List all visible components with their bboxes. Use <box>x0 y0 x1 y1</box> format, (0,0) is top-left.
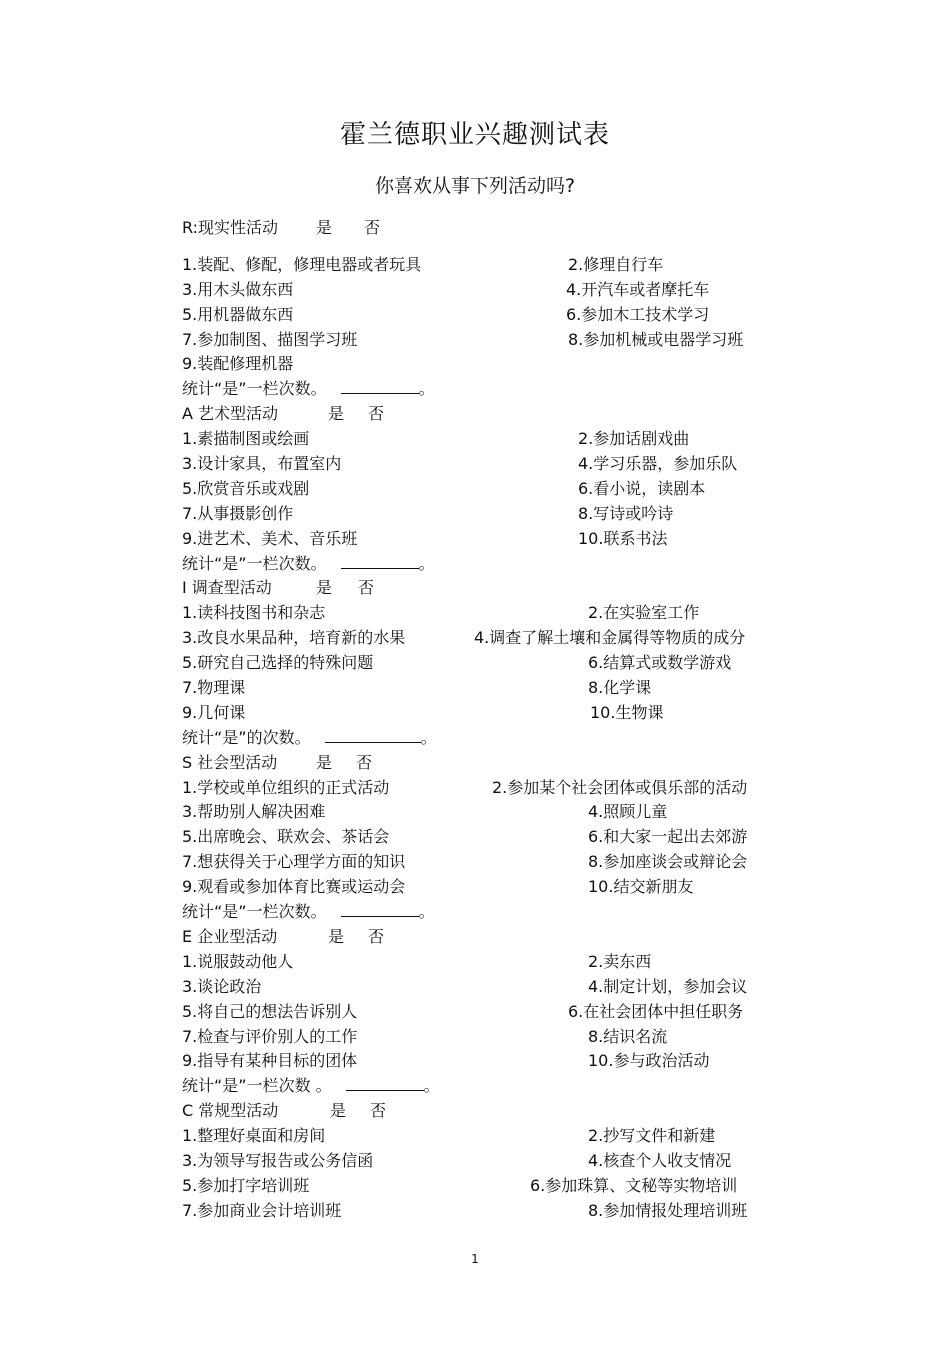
list-item <box>182 975 802 1000</box>
list-item <box>182 776 802 801</box>
list-item <box>182 601 802 626</box>
list-item <box>182 1124 802 1149</box>
section-header <box>182 1099 802 1124</box>
tally-blank <box>346 1076 424 1091</box>
section-header <box>182 216 802 241</box>
list-item <box>182 850 802 875</box>
list-item <box>182 278 802 303</box>
yes-label: 是 <box>316 752 333 772</box>
no-label: 否 <box>368 926 385 946</box>
list-item <box>182 527 802 552</box>
section-title: I 调查型活动 <box>182 578 272 598</box>
list-item <box>182 950 802 975</box>
activity-item: 8.参加座谈会或辩论会 <box>588 852 748 872</box>
activity-item: 2.参加某个社会团体或俱乐部的活动 <box>492 777 748 797</box>
list-item <box>182 701 802 726</box>
activity-item: 3.谈论政治 <box>182 976 262 996</box>
activity-item: 7.从事摄影创作 <box>182 503 294 523</box>
list-item <box>182 1199 802 1224</box>
activity-item: 2.修理自行车 <box>568 254 664 274</box>
yes-label: 是 <box>328 926 345 946</box>
activity-item: 6.结算式或数学游戏 <box>588 653 732 673</box>
activity-item: 2.在实验室工作 <box>588 603 700 623</box>
tally-text: 统计“是”一栏次数。 <box>182 553 327 573</box>
activity-item: 7.参加制图、描图学习班 <box>182 329 358 349</box>
no-label: 否 <box>358 578 375 598</box>
yes-label: 是 <box>330 1101 347 1121</box>
activity-item: 8.参加机械或电器学习班 <box>568 329 744 349</box>
activity-item: 8.结识名流 <box>588 1026 668 1046</box>
activity-item: 5.参加打字培训班 <box>182 1175 310 1195</box>
section-title: R:现实性活动 <box>182 218 279 237</box>
list-item <box>182 825 802 850</box>
activity-item: 1.素描制图或绘画 <box>182 429 310 449</box>
activity-item: 1.装配、修配，修理电器或者玩具 <box>182 254 422 274</box>
tally-blank <box>341 379 419 394</box>
activity-item: 6.参加珠算、文秘等实物培训 <box>530 1175 738 1195</box>
list-item <box>182 1149 802 1174</box>
tally-end: 。 <box>423 1076 440 1096</box>
activity-item: 4.核查个人收支情况 <box>588 1150 732 1170</box>
activity-item: 9.指导有某种目标的团体 <box>182 1051 358 1071</box>
activity-item: 4.开汽车或者摩托车 <box>566 279 710 299</box>
section-title: S 社会型活动 <box>182 752 278 772</box>
activity-item: 8.化学课 <box>588 678 652 698</box>
activity-item: 5.将自己的想法告诉别人 <box>182 1001 358 1021</box>
activity-item: 4.制定计划，参加会议 <box>588 976 748 996</box>
activity-item: 6.在社会团体中担任职务 <box>568 1001 744 1021</box>
activity-item: 5.出席晚会、联欢会、茶话会 <box>182 827 390 847</box>
list-item <box>182 502 802 527</box>
activity-item: 6.参加木工技术学习 <box>566 304 710 324</box>
tally-end: 。 <box>418 379 435 399</box>
section-title: A 艺术型活动 <box>182 404 279 424</box>
tally-blank <box>325 728 421 743</box>
yes-label: 是 <box>328 404 345 424</box>
page-number: 1 <box>471 1252 479 1266</box>
tally-line <box>182 1074 802 1099</box>
list-item <box>182 303 802 328</box>
no-label: 否 <box>364 218 381 237</box>
activity-item: 4.调查了解土壤和金属得等物质的成分 <box>474 628 746 648</box>
tally-end: 。 <box>418 553 435 573</box>
yes-label: 是 <box>316 578 333 598</box>
list-item <box>182 626 802 651</box>
list-item <box>182 452 802 477</box>
list-item <box>182 1025 802 1050</box>
tally-text: 统计“是”一栏次数。 <box>182 902 327 922</box>
activity-item: 3.改良水果品种，培育新的水果 <box>182 628 406 648</box>
tally-line <box>182 377 802 402</box>
tally-blank <box>341 554 419 569</box>
list-item <box>182 1000 802 1025</box>
list-item <box>182 328 802 353</box>
activity-item: 7.想获得关于心理学方面的知识 <box>182 852 406 872</box>
section-header <box>182 751 802 776</box>
yes-label: 是 <box>316 218 333 237</box>
activity-item: 7.参加商业会计培训班 <box>182 1200 342 1220</box>
activity-item: 10.参与政治活动 <box>588 1051 710 1071</box>
tally-end: 。 <box>420 727 437 747</box>
activity-item: 6.看小说，读剧本 <box>578 478 706 498</box>
tally-end: 。 <box>418 902 435 922</box>
activity-item: 9.几何课 <box>182 702 246 722</box>
page-title: 霍兰德职业兴趣测试表 <box>339 120 610 150</box>
no-label: 否 <box>368 404 385 424</box>
tally-line <box>182 726 802 751</box>
tally-blank <box>341 902 419 917</box>
activity-item: 10.生物课 <box>590 702 664 722</box>
activity-item: 9.观看或参加体育比赛或运动会 <box>182 877 406 897</box>
section-header <box>182 402 802 427</box>
activity-item: 6.和大家一起出去郊游 <box>588 827 748 847</box>
activity-item: 8.参加情报处理培训班 <box>588 1200 748 1220</box>
activity-item: 2.参加话剧戏曲 <box>578 429 690 449</box>
section-title: E 企业型活动 <box>182 926 278 946</box>
list-item <box>182 875 802 900</box>
activity-item: 5.欣赏音乐或戏剧 <box>182 478 310 498</box>
activity-item: 10.结交新朋友 <box>588 877 694 897</box>
activity-item: 5.研究自己选择的特殊问题 <box>182 653 374 673</box>
activity-item: 2.卖东西 <box>588 951 652 971</box>
section-header <box>182 925 802 950</box>
activity-item: 2.抄写文件和新建 <box>588 1126 716 1146</box>
activity-item: 3.为领导写报告或公务信函 <box>182 1150 374 1170</box>
activity-item: 7.检查与评价别人的工作 <box>182 1026 358 1046</box>
activity-item: 3.设计家具，布置室内 <box>182 454 342 474</box>
activity-item: 4.学习乐器，参加乐队 <box>578 454 738 474</box>
section-title: C 常规型活动 <box>182 1101 279 1121</box>
page-subtitle: 你喜欢从事下列活动吗? <box>374 175 576 197</box>
activity-item: 1.学校或单位组织的正式活动 <box>182 777 390 797</box>
list-item <box>182 352 802 377</box>
tally-line <box>182 900 802 925</box>
activity-item: 1.说服鼓动他人 <box>182 951 294 971</box>
activity-item: 4.照顾儿童 <box>588 802 668 822</box>
activity-item: 9.进艺术、美术、音乐班 <box>182 528 358 548</box>
activity-item: 3.用木头做东西 <box>182 279 294 299</box>
questionnaire-body <box>182 216 802 1224</box>
no-label: 否 <box>356 752 373 772</box>
activity-item: 10.联系书法 <box>578 528 668 548</box>
list-item <box>182 1174 802 1199</box>
list-item <box>182 1049 802 1074</box>
tally-text: 统计“是”一栏次数 。 <box>182 1076 332 1096</box>
list-item <box>182 477 802 502</box>
list-item <box>182 651 802 676</box>
tally-text: 统计“是”的次数。 <box>182 727 311 747</box>
activity-item: 9.装配修理机器 <box>182 354 294 374</box>
no-label: 否 <box>370 1101 387 1121</box>
tally-text: 统计“是”一栏次数。 <box>182 379 327 399</box>
list-item <box>182 253 802 278</box>
list-item <box>182 800 802 825</box>
section-header <box>182 576 802 601</box>
activity-item: 1.读科技图书和杂志 <box>182 603 326 623</box>
activity-item: 1.整理好桌面和房间 <box>182 1126 326 1146</box>
activity-item: 5.用机器做东西 <box>182 304 294 324</box>
tally-line <box>182 552 802 577</box>
list-item <box>182 676 802 701</box>
activity-item: 8.写诗或吟诗 <box>578 503 674 523</box>
activity-item: 7.物理课 <box>182 678 246 698</box>
list-item <box>182 427 802 452</box>
activity-item: 3.帮助别人解决困难 <box>182 802 326 822</box>
